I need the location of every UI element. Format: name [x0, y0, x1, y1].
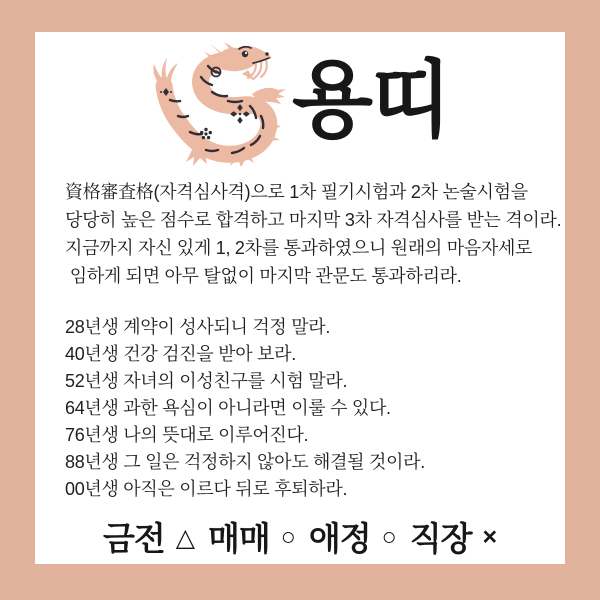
summary-item-love [309, 513, 397, 560]
summary-item-trade [208, 513, 296, 560]
paragraph-line: 資格審査格(자격심사격)으로 1차 필기시험과 2차 논술시험을 [65, 182, 528, 202]
fortune-paragraph [65, 178, 565, 290]
fortune-summary [35, 513, 565, 560]
year-line: 76년생 나의 뜻대로 이루어진다. [65, 425, 309, 445]
x-symbol: × [482, 523, 498, 551]
year-line: 64년생 과한 욕심이 아니라면 이룰 수 있다. [65, 398, 391, 418]
paragraph-line: 당당히 높은 점수로 합격하고 마지막 3차 자격심사를 받는 격이라. [65, 210, 562, 230]
paragraph-line: 임하게 되면 아무 탈없이 마지막 관문도 통과하리라. [65, 266, 462, 286]
summary-label: 매매 [207, 520, 270, 557]
year-line: 00년생 아직은 이르다 뒤로 후퇴하라. [65, 479, 348, 499]
year-fortunes [65, 314, 565, 503]
paragraph-line: 지금까지 자신 있게 1, 2차를 통과하였으니 원래의 마음자세로 [65, 238, 533, 258]
year-line: 52년생 자녀의 이성친구를 시험 말라. [65, 371, 348, 391]
summary-label: 직장 [409, 520, 472, 557]
summary-label: 금전 [102, 520, 165, 557]
page-title: 용띠 [291, 53, 451, 147]
dragon-illustration [150, 42, 290, 168]
zodiac-header [35, 32, 565, 170]
year-line: 28년생 계약이 성사되니 걱정 말라. [65, 317, 331, 337]
circle-symbol: ○ [280, 523, 296, 551]
summary-label: 애정 [308, 520, 371, 557]
content-panel [35, 32, 565, 564]
triangle-symbol: △ [175, 523, 195, 552]
year-line: 40년생 건강 검진을 받아 보라. [65, 344, 296, 364]
circle-symbol: ○ [381, 523, 397, 551]
summary-item-money [103, 513, 195, 560]
dragon-icon [150, 42, 290, 168]
summary-item-work [410, 513, 497, 560]
year-line: 88년생 그 일은 걱정하지 않아도 해결될 것이라. [65, 452, 425, 472]
